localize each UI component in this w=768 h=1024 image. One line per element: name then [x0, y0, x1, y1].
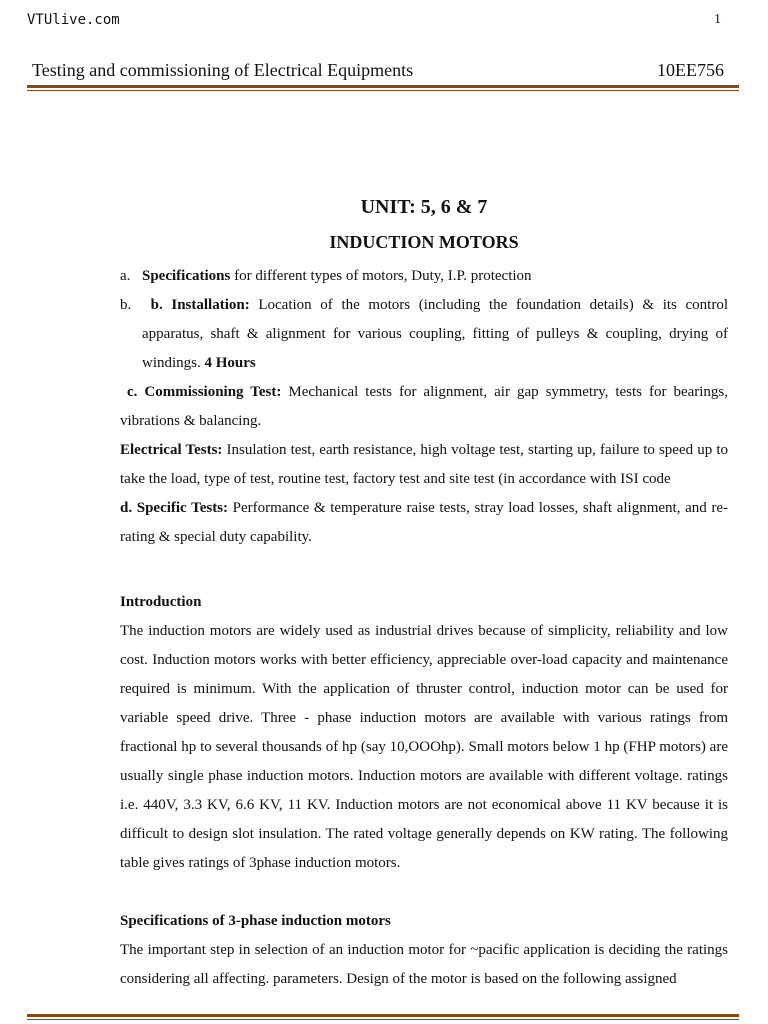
site-name: VTUlive.com: [27, 12, 120, 28]
topic-title: INDUCTION MOTORS: [329, 232, 519, 252]
section-label: c. Commissioning Test:: [126, 384, 282, 400]
introduction-paragraph: [120, 617, 728, 878]
syllabus-list: [120, 262, 728, 378]
list-item-label: Specifications: [142, 268, 231, 284]
commissioning-test-paragraph: [120, 378, 728, 436]
section-label: d. Specific Tests:: [120, 500, 229, 516]
specific-tests-paragraph: [120, 494, 728, 552]
section-text: Performance & temperature raise tests, stray load losses, shaft alignment, and re-rating & special duty capability.: [120, 500, 729, 545]
paragraph-text: The induction motors are widely used as industrial drives because of simplicity, reliability and low cost. Induction motors works with better efficiency, appreciable over-load capacity and maintenance required is minimum. With the application of thruster control, induction motor can be used for variable speed drive. Three - phase induction motors are available with various ratings from fractional hp to several thousands of hp (say 10,OOOhp). Small motors below 1 hp (FHP motors) are usually single phase induction motors. Induction motors are available with different voltage. ratings i.e. 440V, 3.3 KV, 6.6 KV, 11 KV. Induction motors are not economical above 11 KV because it is difficult to design slot insulation. The rated voltage generally depends on KW rating. The following table gives ratings of 3phase induction motors.: [120, 623, 728, 871]
course-code: 10EE756: [657, 60, 724, 80]
introduction-heading: [120, 588, 728, 617]
heading-text: Specifications of 3-phase induction motors: [120, 913, 391, 929]
section-text: Mechanical tests for alignment, air gap symmetry, tests for bearings, vibrations & balancing.: [120, 384, 729, 429]
specifications-paragraph: [120, 936, 728, 994]
unit-title: UNIT: 5, 6 & 7: [360, 196, 488, 218]
header-rule: [27, 85, 739, 91]
hours-label: 4 Hours: [204, 355, 256, 371]
footer-rule: [27, 1014, 739, 1020]
list-item-a: [120, 262, 728, 291]
section-text: Insulation test, earth resistance, high voltage test, starting up, failure to speed up to take the load, type of test, routine test, factory test and site test (in accordance with ISI code: [120, 442, 728, 487]
heading-text: Introduction: [120, 594, 202, 610]
electrical-tests-paragraph: [120, 436, 728, 494]
section-label: Electrical Tests:: [120, 442, 223, 458]
list-marker: a.: [120, 268, 131, 284]
list-item-b: [120, 291, 728, 378]
list-item-text: for different types of motors, Duty, I.P. protection: [230, 268, 532, 284]
specifications-heading: [120, 907, 728, 936]
list-item-text: Location of the motors (including the foundation details) & its control apparatus, shaft & alignment for various coupling, fitting of pulleys & coupling, drying of windings.: [142, 297, 728, 371]
course-title: Testing and commissioning of Electrical Equipments: [32, 60, 414, 80]
paragraph-text: The important step in selection of an induction motor for ~pacific application is deciding the ratings considering all affecting. parameters. Design of the motor is based on the following assigned: [120, 942, 728, 987]
list-marker: b.: [120, 297, 132, 313]
page-number: 1: [714, 12, 721, 27]
list-item-label: b. Installation:: [150, 297, 250, 313]
